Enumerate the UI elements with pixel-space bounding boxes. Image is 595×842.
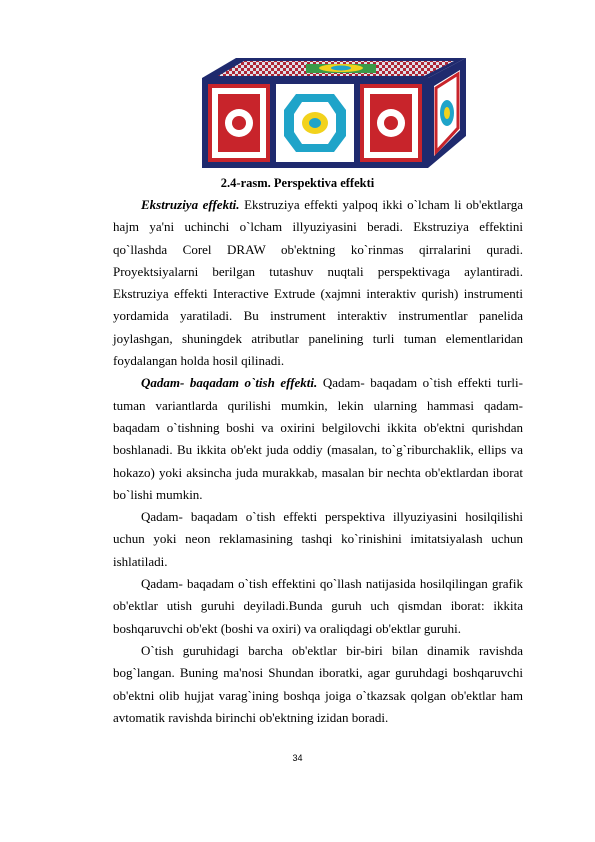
body-text [113, 194, 523, 729]
paragraph-extrusion [113, 194, 523, 372]
paragraph-text: O`tish guruhidagi barcha ob'ektlar bir-biri bilan dinamik ravishda bog`langan. Buning ma'nosi Shundan iboratki, agar guruhdagi boshqaruvchi ob'ektni olib hujjat varag`ining boshqa joiga o`tkazsak qolgan ob'ektlar ham avtomatik ravishda birinchi ob'ektning izidan boradi. [113, 642, 523, 725]
extruded-box-figure [196, 56, 468, 170]
paragraph-blend [113, 372, 523, 506]
paragraph-text: Qadam- baqadam o`tish effekti perspektiva illyuziyasini hosilqilishi uchun yoki neon reklamasining tashqi ko`rinishini imitatsiyalash uchun ishlatiladi. [113, 509, 523, 569]
paragraph-blend-group [113, 573, 523, 640]
paragraph-heading: Ekstruziya effekti. [141, 197, 240, 212]
paragraph-text: Qadam- baqadam o`tish effekti turli-tuman variantlarda qurilishi mumkin, lekin ularning hammasi qadam- baqadam o`tishning boshi va oxirini belgilovchi ikkita ob'ektni qurishdan boshlanadi. Bu ikkita ob'ekt juda oddiy (masalan, to`g`riburchaklik, ellips va hokazo) yoki aksincha juda murakkab, masalan bir nechta ob'ektlardan iborat bo`lishi mumkin. [113, 375, 523, 502]
paragraph-heading: Qadam- baqadam o`tish effekti. [141, 375, 318, 391]
paragraph-text: Ekstruziya effekti yalpoq ikki o`lcham li ob'ektlarga hajm ya'ni uchinchi o`lcham illyuziyasini beradi. Ekstruziya effektini qo`llashda Corel DRAW ob'ektning ko`rinmas qirralarini quradi. Proyektsiyalarni berilgan tutashuv nuqtali perspektivaga aylantiradi. Ekstruziya effekti Interactive Extrude (xajmni interaktiv qurish) instrumenti yordamida yaratiladi. Bu instrument interaktiv instrumentlar panelida joylashgan, shuningdek atributlar panelining turli tuman elementlaridan foydalangan holda hosil qilinadi. [113, 197, 524, 369]
figure-caption: 2.4-rasm. Perspektiva effekti [220, 176, 375, 190]
paragraph-blend-usage [113, 506, 523, 573]
page-number: 34 [292, 753, 303, 763]
paragraph-text: Qadam- baqadam o`tish effektini qo`llash natijasida hosilqilingan grafik ob'ektlar utish guruhi deyiladi.Bunda guruh uch qismdan iborat: ikkita boshqaruvchi ob'ekt (boshi va oxiri) va oraliqdagi ob'ektlar guruhi. [113, 576, 523, 636]
paragraph-blend-dynamic [113, 640, 523, 729]
